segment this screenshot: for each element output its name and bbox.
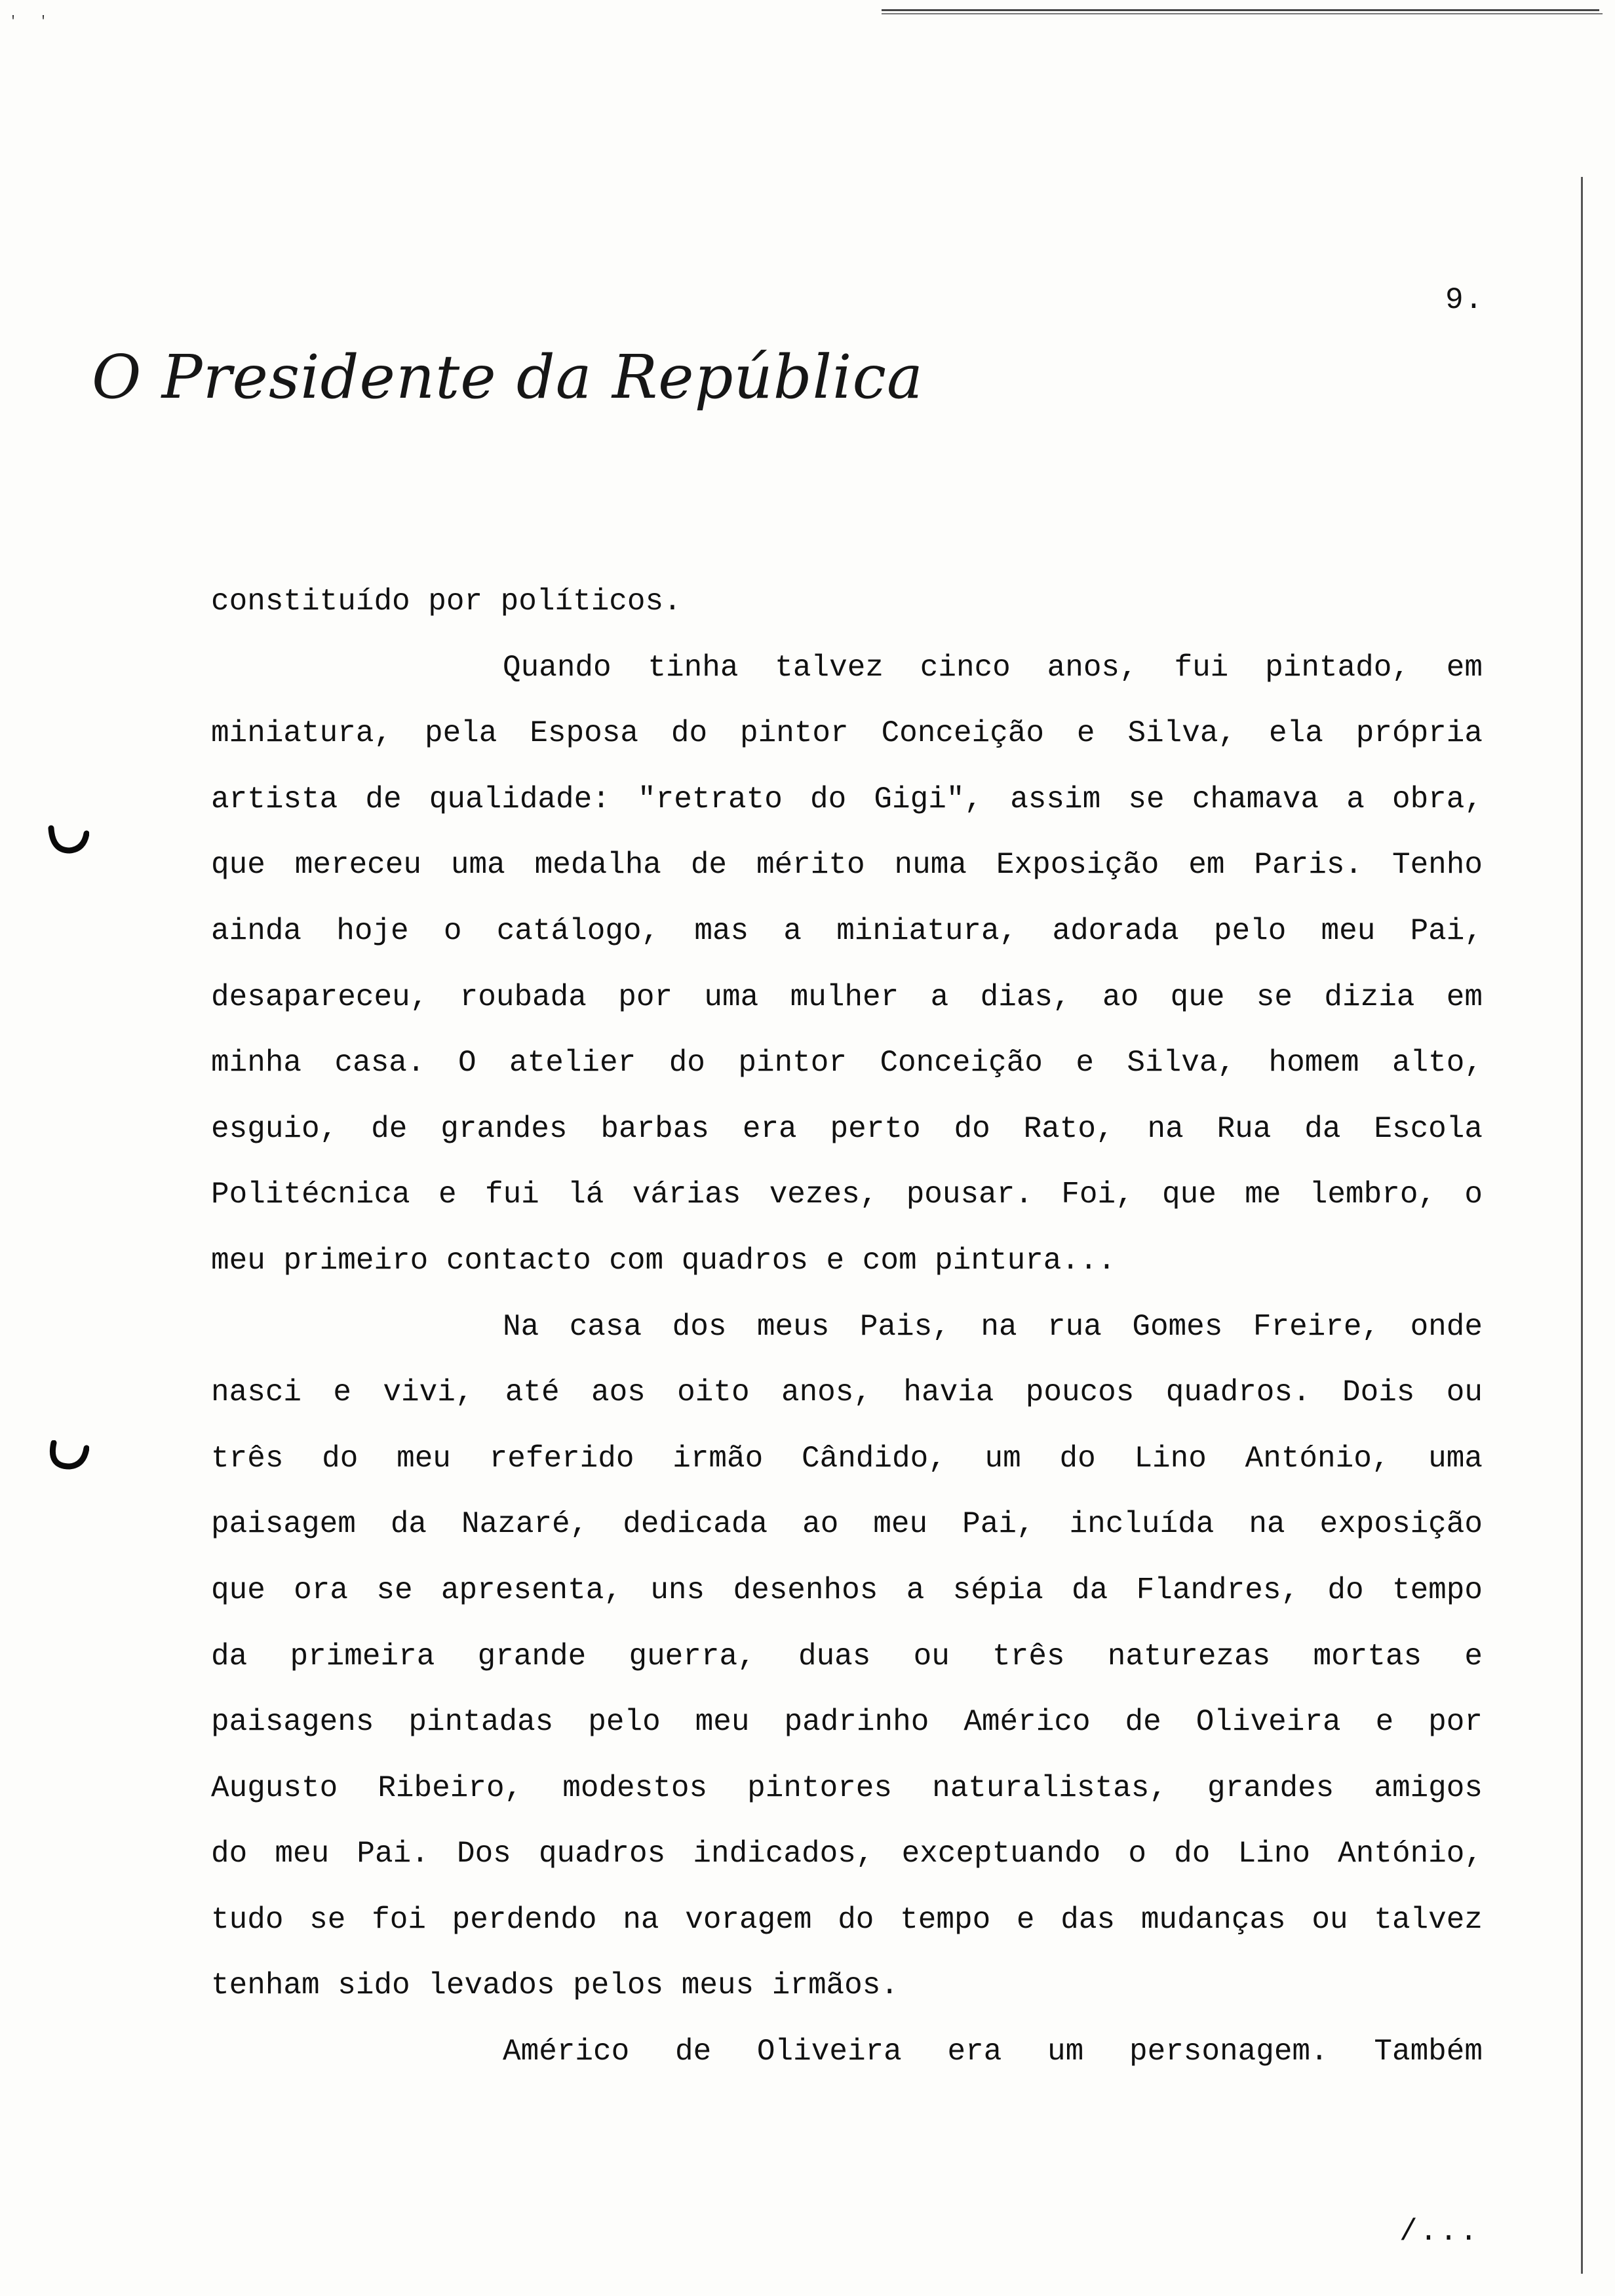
- punch-hole-icon: [47, 1440, 89, 1470]
- text-line: artista de qualidade: "retrato do Gigi", assim se chamava a obra,: [211, 782, 1483, 816]
- page-number: 9.: [1445, 283, 1485, 317]
- text-line: miniatura, pela Esposa do pintor Conceição e Silva, ela própria: [211, 716, 1483, 751]
- letterhead-title: O Presidente da República: [92, 342, 924, 412]
- top-rule: [882, 9, 1599, 11]
- punch-hole-icon: [47, 824, 89, 854]
- text-line: tudo se foi perdendo na voragem do tempo e das mudanças ou talvez: [211, 1902, 1483, 1937]
- continuation-mark: /...: [1399, 2215, 1480, 2249]
- text-line: do meu Pai. Dos quadros indicados, exceptuando o do Lino António,: [211, 1837, 1483, 1871]
- text-line: que ora se apresenta, uns desenhos a sépia da Flandres, do tempo: [211, 1573, 1483, 1607]
- text-line: paisagens pintadas pelo meu padrinho Américo de Oliveira e por: [211, 1705, 1483, 1740]
- text-line: Augusto Ribeiro, modestos pintores naturalistas, grandes amigos: [211, 1770, 1483, 1805]
- text-line: três do meu referido irmão Cândido, um do Lino António, uma: [211, 1441, 1483, 1476]
- text-line: paisagem da Nazaré, dedicada ao meu Pai, incluída na exposição: [211, 1507, 1483, 1542]
- text-line: meu primeiro contacto com quadros e com pintura...: [211, 1243, 1116, 1278]
- text-line: nasci e vivi, até aos oito anos, havia poucos quadros. Dois ou: [211, 1375, 1483, 1410]
- corner-mark-right: ': [39, 14, 48, 29]
- text-line: ainda hoje o catálogo, mas a miniatura, adorada pelo meu Pai,: [211, 913, 1483, 948]
- text-line: desapareceu, roubada por uma mulher a dias, ao que se dizia em: [211, 980, 1483, 1014]
- text-line: minha casa. O atelier do pintor Conceição e Silva, homem alto,: [211, 1046, 1483, 1081]
- text-line: Na casa dos meus Pais, na rua Gomes Freire, onde: [503, 1309, 1483, 1344]
- text-line: que mereceu uma medalha de mérito numa Exposição em Paris. Tenho: [211, 848, 1483, 883]
- text-line: da primeira grande guerra, duas ou três naturezas mortas e: [211, 1639, 1483, 1674]
- right-margin-rule: [1581, 177, 1583, 2274]
- text-line: Quando tinha talvez cinco anos, fui pintado, em: [503, 650, 1483, 685]
- text-line: esguio, de grandes barbas era perto do Rato, na Rua da Escola: [211, 1111, 1483, 1146]
- corner-mark-left: ': [9, 14, 18, 29]
- top-rule-secondary: [882, 13, 1603, 14]
- text-line: Politécnica e fui lá várias vezes, pousar. Foi, que me lembro, o: [211, 1177, 1483, 1212]
- body-text: [211, 569, 1483, 2085]
- text-line: Américo de Oliveira era um personagem. Também: [503, 2035, 1483, 2069]
- text-line: tenham sido levados pelos meus irmãos.: [211, 1968, 899, 2003]
- text-line: constituído por políticos.: [211, 584, 682, 619]
